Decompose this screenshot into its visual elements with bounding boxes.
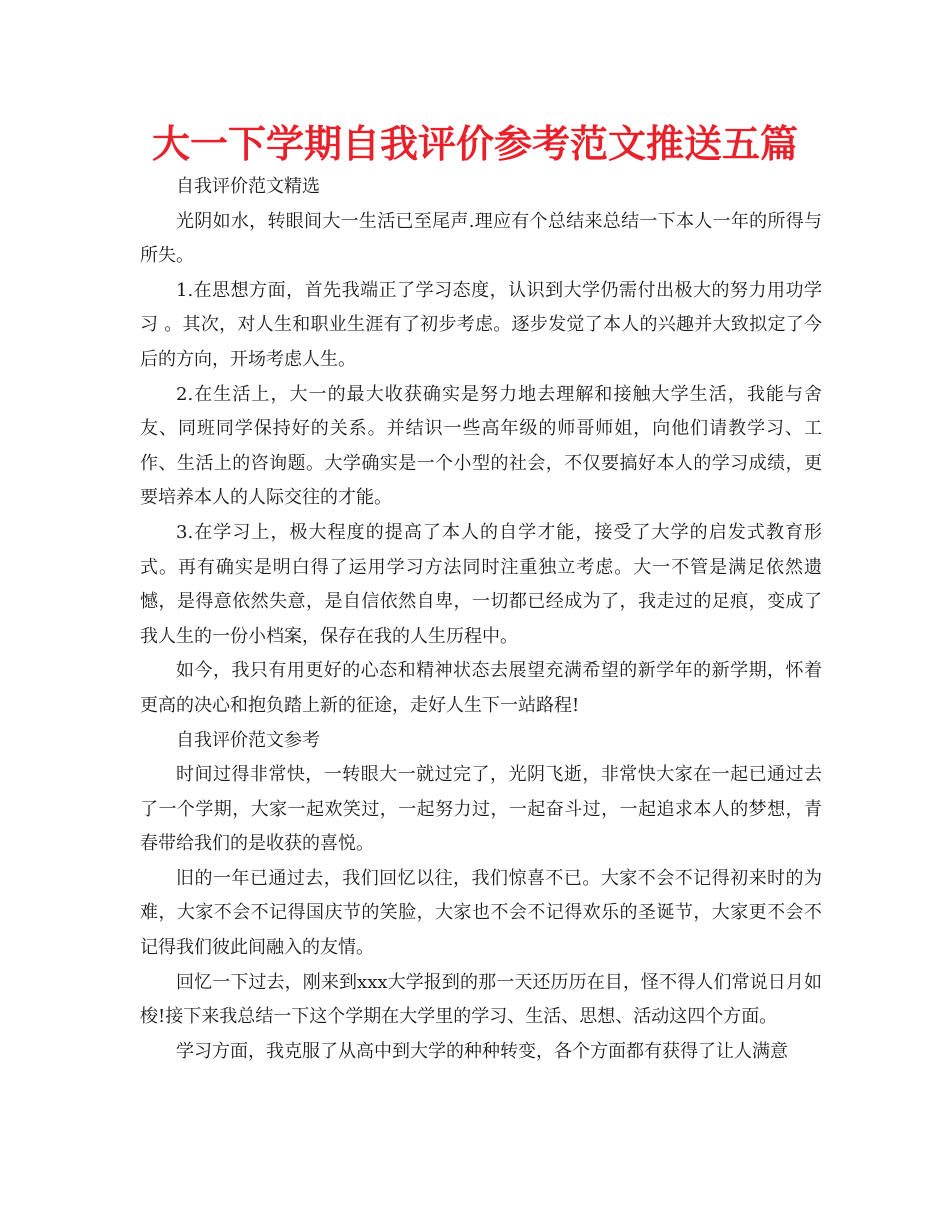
paragraph-study: 3.在学习上，极大程度的提高了本人的自学才能，接受了大学的启发式教育形式。再有确实是明白得了运用学习方法同时注重独立考虑。大一不管是满足依然遗憾，是得意依然失意，是自信依然自卑，一切都已经成为了，我走过的足痕，变成了我人生的一份小档案，保存在我的人生历程中。: [140, 521, 822, 647]
paragraph-outlook: 如今，我只有用更好的心态和精神状态去展望充满希望的新学年的新学期，怀着更高的决心和抱负踏上新的征途，走好人生下一站路程!: [140, 660, 822, 716]
paragraph-thought: 1.在思想方面，首先我端正了学习态度，认识到大学仍需付出极大的努力用功学习 。其次，对人生和职业生涯有了初步考虑。逐步发觉了本人的兴趣并大致拟定了今后的方向，开场考虑人生。: [140, 279, 822, 370]
paragraph-life: 2.在生活上，大一的最大收获确实是努力地去理解和接触大学生活，我能与舍友、同班同学保持好的关系。并结识一些高年级的师哥师姐，向他们请教学习、工作、生活上的咨询题。大学确实是一个小型的社会，不仅要搞好本人的学习成绩，更要培养本人的人际交往的才能。: [140, 383, 822, 509]
document-body: [140, 170, 822, 1069]
section-heading-selected: 自我评价范文精选: [176, 176, 320, 197]
paragraph-time: 时间过得非常快，一转眼大一就过完了，光阴飞逝，非常快大家在一起已通过去了一个学期，大家一起欢笑过，一起努力过，一起奋斗过，一起追求本人的梦想，青春带给我们的是收获的喜悦。: [140, 764, 822, 855]
paragraph-review: 回忆一下过去，刚来到xxx大学报到的那一天还历历在目，怪不得人们常说日月如梭!接下来我总结一下这个学期在大学里的学习、生活、思想、活动这四个方面。: [140, 971, 822, 1028]
paragraph-learning: 学习方面，我克服了从高中到大学的种种转变，各个方面都有获得了让人满意: [176, 1040, 788, 1062]
paragraph-memories: 旧的一年已通过去，我们回忆以往，我们惊喜不已。大家不会不记得初来时的为难，大家不会不记得国庆节的笑脸，大家也不会不记得欢乐的圣诞节，大家更不会不记得我们彼此间融入的友情。: [140, 867, 822, 959]
section-heading-reference: 自我评价范文参考: [176, 729, 320, 751]
document-title: 大一下学期自我评价参考范文推送五篇: [151, 122, 798, 166]
paragraph-intro: 光阴如水，转眼间大一生活已至尾声.理应有个总结来总结一下本人一年的所得与所失。: [140, 210, 822, 267]
